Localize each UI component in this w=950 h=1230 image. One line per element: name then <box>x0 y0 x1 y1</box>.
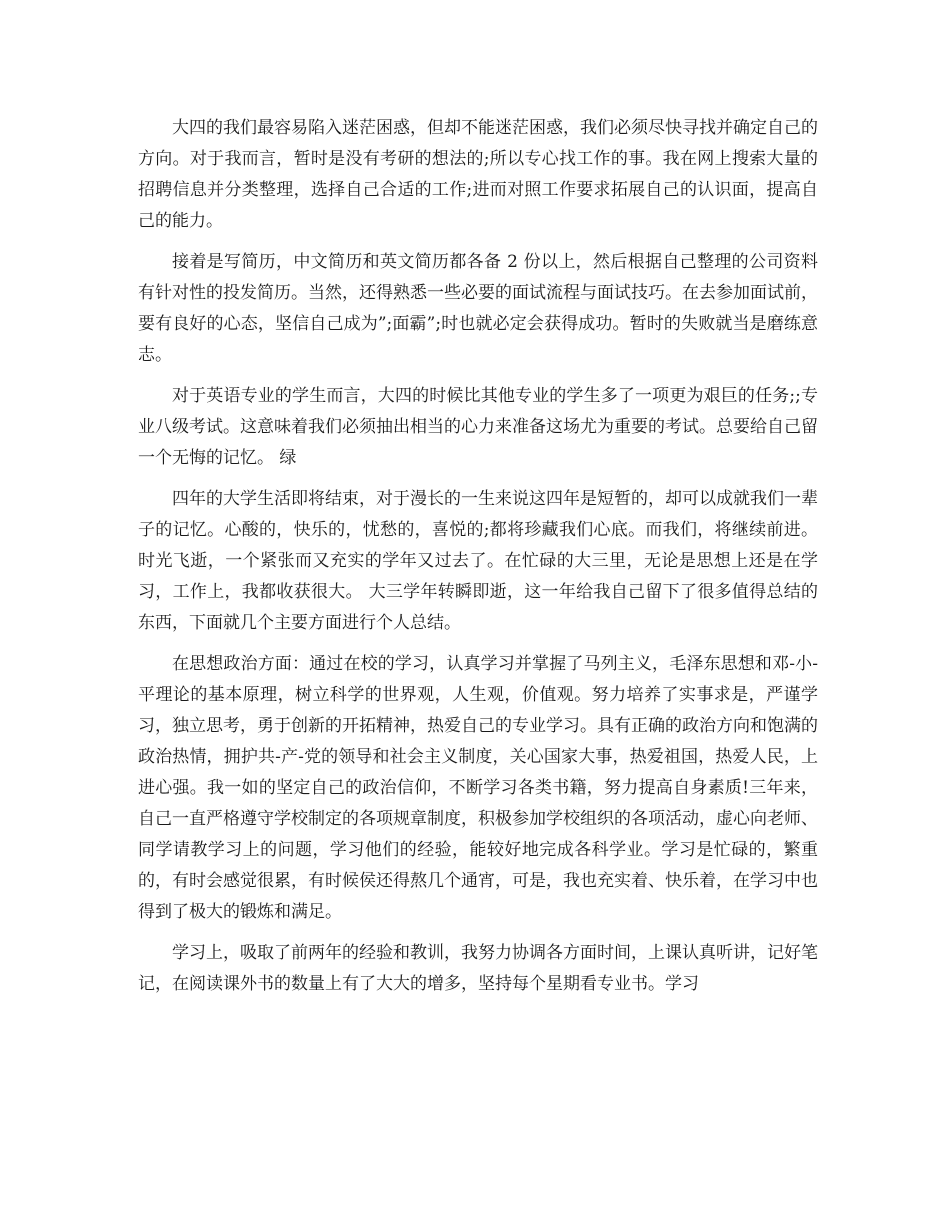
paragraph: 学习上，吸取了前两年的经验和教训，我努力协调各方面时间，上课认真听讲，记好笔记，在阅读课外书的数量上有了大大的增多，坚持每个星期看专业书。学习 <box>138 943 818 994</box>
paragraph: 四年的大学生活即将结束，对于漫长的一生来说这四年是短暂的，却可以成就我们一辈子的记忆。心酸的，快乐的，忧愁的，喜悦的;都将珍藏我们心底。而我们，将继续前进。 时光飞逝，一个紧张而又充实的学年又过去了。在忙碌的大三里，无论是思想上还是在学习，工作上，我都收获很大。 大三学年转瞬即逝，这一年给我自己留下了很多值得总结的东西，下面就几个主要方面进行个人总结。 <box>138 489 818 633</box>
paragraph: 接着是写简历，中文简历和英文简历都各备 2 份以上，然后根据自己整理的公司资料有针对性的投发简历。当然，还得熟悉一些必要的面试流程与面试技巧。在去参加面试前，要有良好的心态，坚信自己成为”;面霸”;时也就必定会获得成功。暂时的失败就当是磨练意志。 <box>138 252 818 365</box>
paragraph: 在思想政治方面：通过在校的学习，认真学习并掌握了马列主义，毛泽东思想和邓-小-平理论的基本原理，树立科学的世界观，人生观，价值观。努力培养了实事求是，严谨学习，独立思考，勇于创新的开拓精神，热爱自己的专业学习。具有正确的政治方向和饱满的政治热情，拥护共-产-党的领导和社会主义制度，关心国家大事，热爱祖国，热爱人民，上进心强。我一如的坚定自己的政治信仰，不断学习各类书籍，努力提高自身素质!三年来，自己一直严格遵守学校制定的各项规章制度，积极参加学校组织的各项活动，虚心向老师、同学请教学习上的问题，学习他们的经验，能较好地完成各科学业。学习是忙碌的，繁重的，有时会感觉很累，有时候侯还得熬几个通宵，可是，我也充实着、快乐着，在学习中也得到了极大的锻炼和满足。 <box>138 654 818 922</box>
paragraph: 对于英语专业的学生而言，大四的时候比其他专业的学生多了一项更为艰巨的任务;;专业八级考试。这意味着我们必须抽出相当的心力来准备这场尤为重要的考试。总要给自己留一个无悔的记忆。 绿 <box>138 386 818 468</box>
document-body <box>138 113 818 1010</box>
paragraph: 大四的我们最容易陷入迷茫困惑，但却不能迷茫困惑，我们必须尽快寻找并确定自己的方向。对于我而言，暂时是没有考研的想法的;所以专心找工作的事。我在网上搜索大量的招聘信息并分类整理，选择自己合适的工作;进而对照工作要求拓展自己的认识面，提高自己的能力。 <box>138 118 818 231</box>
